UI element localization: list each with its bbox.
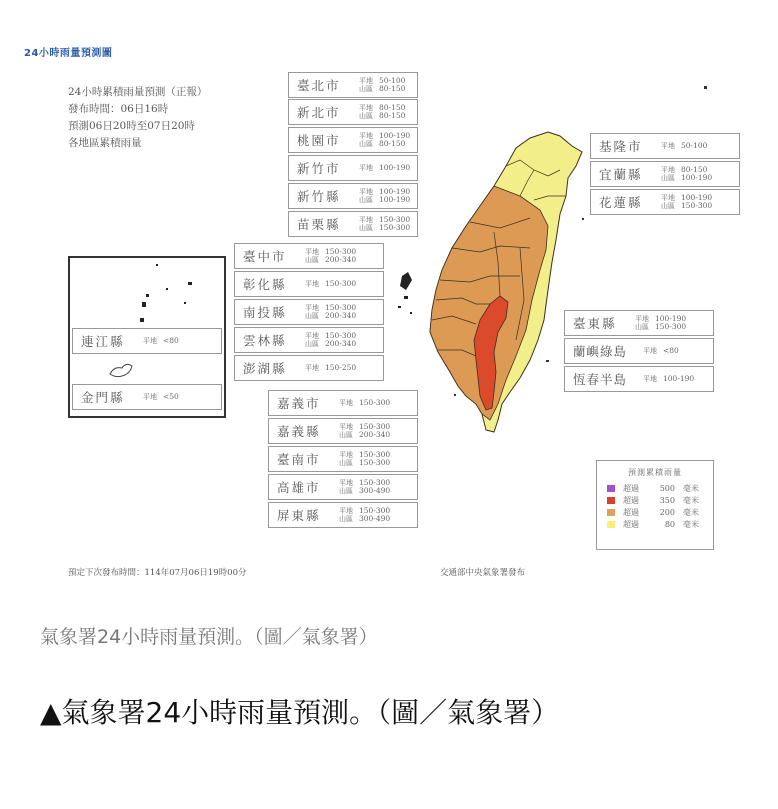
mountain-label: 山區 xyxy=(339,459,353,467)
map-legend xyxy=(596,460,714,550)
mountain-label: 山區 xyxy=(339,515,353,523)
plain-value: 80-150 xyxy=(681,164,708,174)
region-name: 宜蘭縣 xyxy=(599,167,643,182)
plain-value: <80 xyxy=(663,345,679,355)
plain-value: 150-300 xyxy=(325,302,357,312)
mountain-value: 300-490 xyxy=(359,514,391,523)
plain-value: 80-150 xyxy=(379,102,406,112)
region-box-taipei-city xyxy=(288,72,418,98)
region-box-yunlin-county xyxy=(234,327,384,353)
plain-label: 平地 xyxy=(339,451,353,459)
mountain-value: 100-190 xyxy=(379,195,411,204)
plain-value: 150-300 xyxy=(359,505,391,515)
region-name: 新竹縣 xyxy=(297,189,341,204)
region-box-pingtung-county xyxy=(268,502,418,528)
legend-prefix: 超過 xyxy=(623,507,639,517)
plain-label: 平地 xyxy=(305,304,319,312)
plain-value: 100-190 xyxy=(681,192,713,202)
plain-value: 150-300 xyxy=(325,246,357,256)
legend-swatch-yellow xyxy=(607,521,615,528)
region-name: 金門縣 xyxy=(81,390,125,405)
legend-item xyxy=(597,506,713,518)
publisher: 交通部中央氣象署發布 xyxy=(440,568,526,578)
header-line: 24小時累積雨量預測（正報） xyxy=(68,86,208,98)
mountain-label: 山區 xyxy=(661,202,675,210)
article-headline: ▲氣象署24小時雨量預測。（圖／氣象署） xyxy=(40,696,560,729)
image-caption: 氣象署24小時雨量預測。（圖／氣象署） xyxy=(40,626,378,648)
region-name: 臺東縣 xyxy=(573,316,617,331)
region-box-nantou-county xyxy=(234,299,384,325)
plain-label: 平地 xyxy=(661,166,675,174)
mountain-value: 150-300 xyxy=(359,458,391,467)
mountain-label: 山區 xyxy=(305,340,319,348)
region-box-yilan-county xyxy=(590,161,740,187)
mountain-label: 山區 xyxy=(359,112,373,120)
region-name: 花蓮縣 xyxy=(599,195,643,210)
legend-prefix: 超過 xyxy=(623,495,639,505)
mountain-label: 山區 xyxy=(359,140,373,148)
next-release-time: 預定下次發布時間：114年07月06日19時00分 xyxy=(68,568,247,578)
mountain-value: 80-150 xyxy=(379,84,406,93)
plain-label: 平地 xyxy=(339,479,353,487)
plain-value: 150-300 xyxy=(325,278,357,288)
legend-unit: 毫米 xyxy=(683,495,699,505)
mountain-value: 150-300 xyxy=(681,201,713,210)
legend-prefix: 超過 xyxy=(623,519,639,529)
region-box-taitung-county xyxy=(564,310,714,336)
mountain-label: 山區 xyxy=(635,323,649,331)
mountain-value: 150-300 xyxy=(379,223,411,232)
plain-label: 平地 xyxy=(635,315,649,323)
region-box-miaoli-county xyxy=(288,211,418,237)
mountain-value: 200-340 xyxy=(325,339,357,348)
plain-value: 150-300 xyxy=(359,397,391,407)
region-box-lanyu-green-island xyxy=(564,338,714,364)
plain-label: 平地 xyxy=(143,393,157,401)
mountain-label: 山區 xyxy=(339,431,353,439)
region-name: 苗栗縣 xyxy=(297,217,341,232)
plain-value: 150-300 xyxy=(325,330,357,340)
plain-value: 100-190 xyxy=(379,130,411,140)
region-name: 基隆市 xyxy=(599,139,643,154)
plain-value: 150-300 xyxy=(379,214,411,224)
legend-title: 預測累積雨量 xyxy=(628,468,682,477)
mountain-value: 80-150 xyxy=(379,111,406,120)
kinmen-island xyxy=(110,364,132,376)
plain-label: 平地 xyxy=(643,347,657,355)
plain-label: 平地 xyxy=(305,280,319,288)
region-box-hsinchu-county xyxy=(288,183,418,209)
region-box-new-taipei-city xyxy=(288,99,418,125)
region-name: 臺北市 xyxy=(297,78,341,93)
region-name: 蘭嶼綠島 xyxy=(573,344,628,359)
mountain-label: 山區 xyxy=(305,256,319,264)
region-box-chiayi-city xyxy=(268,390,418,416)
plain-label: 平地 xyxy=(305,248,319,256)
legend-value: 80 xyxy=(664,519,675,529)
region-name: 雲林縣 xyxy=(243,333,287,348)
plain-value: 100-190 xyxy=(379,186,411,196)
region-name: 嘉義縣 xyxy=(277,424,321,439)
region-box-taichung-city xyxy=(234,243,384,269)
plain-value: 100-190 xyxy=(379,162,411,172)
plain-value: 150-250 xyxy=(325,362,357,372)
region-name: 新北市 xyxy=(297,105,341,120)
region-box-tainan-city xyxy=(268,446,418,472)
mountain-label: 山區 xyxy=(359,224,373,232)
legend-swatch-orange xyxy=(607,509,615,516)
legend-unit: 毫米 xyxy=(683,507,699,517)
region-name: 嘉義市 xyxy=(277,396,321,411)
plain-value: 150-300 xyxy=(359,421,391,431)
region-name: 高雄市 xyxy=(277,480,321,495)
legend-item xyxy=(597,482,713,494)
plain-label: 平地 xyxy=(143,337,157,345)
region-box-penghu-county xyxy=(234,355,384,381)
plain-value: 150-300 xyxy=(359,449,391,459)
region-name: 連江縣 xyxy=(81,334,125,349)
mountain-value: 150-300 xyxy=(655,322,687,331)
legend-prefix: 超過 xyxy=(623,483,639,493)
region-box-hengchun-peninsula xyxy=(564,366,714,392)
plain-label: 平地 xyxy=(359,104,373,112)
mountain-label: 山區 xyxy=(359,85,373,93)
plain-value: <50 xyxy=(163,391,179,401)
region-name: 屏東縣 xyxy=(277,508,321,523)
mountain-label: 山區 xyxy=(359,196,373,204)
plain-value: <80 xyxy=(163,335,179,345)
region-box-hsinchu-city xyxy=(288,155,418,181)
legend-item xyxy=(597,494,713,506)
header-line: 發布時間：06日16時 xyxy=(68,103,169,115)
plain-label: 平地 xyxy=(359,164,373,172)
figure-title: 24小時雨量預測圖 xyxy=(24,48,113,59)
mountain-value: 300-490 xyxy=(359,486,391,495)
plain-label: 平地 xyxy=(661,142,675,150)
legend-unit: 毫米 xyxy=(683,483,699,493)
legend-item xyxy=(597,518,713,530)
region-box-kaohsiung-city xyxy=(268,474,418,500)
region-box-kinmen-county xyxy=(72,384,222,410)
plain-label: 平地 xyxy=(339,507,353,515)
region-name: 臺中市 xyxy=(243,249,287,264)
region-name: 恆春半島 xyxy=(573,372,628,387)
region-name: 臺南市 xyxy=(277,452,321,467)
legend-swatch-purple xyxy=(607,485,615,492)
mountain-value: 200-340 xyxy=(359,430,391,439)
region-box-keelung-city xyxy=(590,133,740,159)
plain-label: 平地 xyxy=(359,132,373,140)
legend-value: 200 xyxy=(659,507,675,517)
plain-value: 150-300 xyxy=(359,477,391,487)
mountain-value: 100-190 xyxy=(681,173,713,182)
plain-label: 平地 xyxy=(305,332,319,340)
region-box-lienchiang-county xyxy=(72,328,222,354)
mountain-label: 山區 xyxy=(339,487,353,495)
region-box-chiayi-county xyxy=(268,418,418,444)
plain-label: 平地 xyxy=(643,375,657,383)
header-line: 預測06日20時至07日20時 xyxy=(68,120,195,132)
mountain-value: 80-150 xyxy=(379,139,406,148)
region-box-hualien-county xyxy=(590,189,740,215)
plain-label: 平地 xyxy=(359,77,373,85)
penghu-islands xyxy=(398,272,412,314)
mountain-label: 山區 xyxy=(305,312,319,320)
legend-value: 350 xyxy=(659,495,675,505)
legend-swatch-red xyxy=(607,497,615,504)
plain-value: 50-100 xyxy=(379,75,406,85)
region-name: 桃園市 xyxy=(297,133,341,148)
header-line: 各地區累積雨量 xyxy=(68,137,142,149)
plain-label: 平地 xyxy=(359,188,373,196)
mountain-label: 山區 xyxy=(661,174,675,182)
plain-label: 平地 xyxy=(339,423,353,431)
plain-label: 平地 xyxy=(339,399,353,407)
region-name: 澎湖縣 xyxy=(243,361,287,376)
region-name: 新竹市 xyxy=(297,161,341,176)
legend-value: 500 xyxy=(659,483,675,493)
region-name: 南投縣 xyxy=(243,305,287,320)
plain-label: 平地 xyxy=(305,364,319,372)
region-name: 彰化縣 xyxy=(243,277,287,292)
plain-value: 100-190 xyxy=(655,313,687,323)
plain-value: 100-190 xyxy=(663,373,695,383)
plain-label: 平地 xyxy=(359,216,373,224)
plain-label: 平地 xyxy=(661,194,675,202)
mountain-value: 200-340 xyxy=(325,255,357,264)
plain-value: 50-100 xyxy=(681,140,708,150)
region-box-taoyuan-city xyxy=(288,127,418,153)
mountain-value: 200-340 xyxy=(325,311,357,320)
legend-unit: 毫米 xyxy=(683,519,699,529)
region-box-changhua-county xyxy=(234,271,384,297)
